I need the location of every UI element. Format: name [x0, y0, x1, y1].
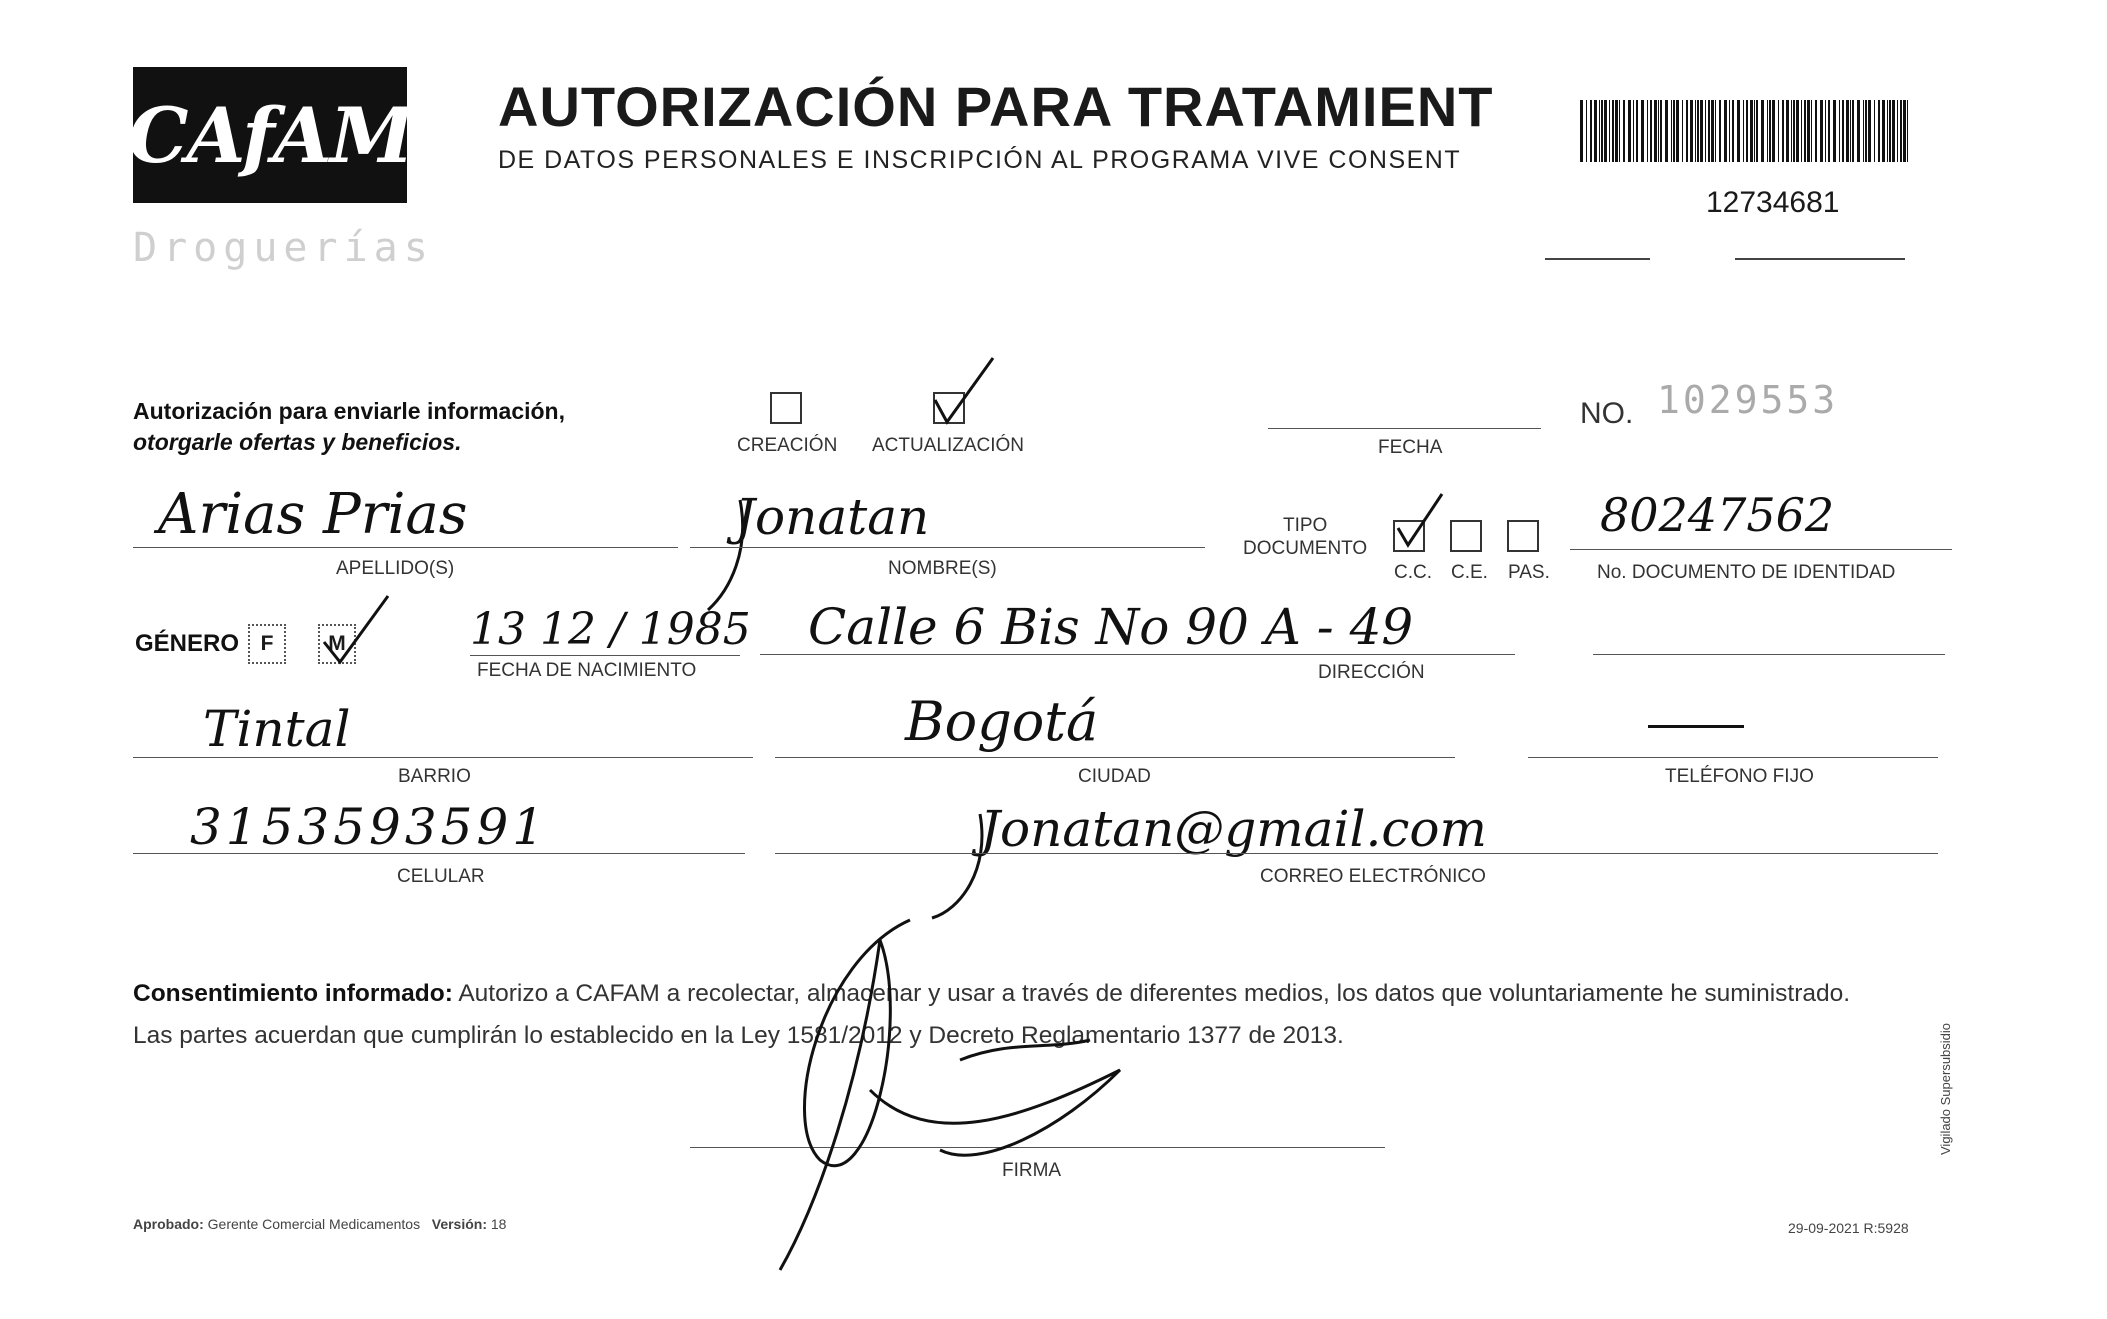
tipo-doc-label: TIPO — [1283, 515, 1328, 536]
direccion-line — [760, 654, 1515, 655]
footer-date-code: 29-09-2021 R:5928 — [1788, 1220, 1909, 1236]
barrio-label: BARRIO — [398, 766, 471, 787]
ciudad-value: Bogotá — [905, 690, 1099, 753]
header-line — [1735, 258, 1905, 260]
ce-checkbox[interactable] — [1450, 520, 1482, 552]
creacion-checkbox[interactable] — [770, 392, 802, 424]
header-line — [1545, 258, 1650, 260]
telefono-line — [1528, 757, 1938, 758]
form-subtitle: DE DATOS PERSONALES E INSCRIPCIÓN AL PROGRAMA VIVE CONSENT — [498, 146, 1462, 174]
cc-label: C.C. — [1394, 562, 1432, 583]
barrio-value: Tintal — [203, 700, 351, 758]
direccion-value: Calle 6 Bis No 90 A - 49 — [808, 598, 1414, 656]
nombres-label: NOMBRE(S) — [888, 558, 997, 579]
vertical-footer-text: Vigilado Supersubsidio — [1938, 1022, 1953, 1155]
consent-heading: Consentimiento informado: — [133, 980, 453, 1007]
documento-value: 80247562 — [1600, 488, 1835, 542]
footer-approval — [133, 1216, 506, 1232]
nombres-line — [690, 547, 1205, 548]
check-mark-icon — [925, 350, 1005, 430]
nombres-value: Jonatan — [735, 488, 930, 546]
tipo-doc-label-2: DOCUMENTO — [1243, 538, 1368, 559]
pas-checkbox[interactable] — [1507, 520, 1539, 552]
drogerias-logo-text: Droguerías — [133, 225, 434, 271]
form-title: AUTORIZACIÓN PARA TRATAMIENT — [498, 75, 1494, 138]
version-label: Versión: — [431, 1216, 487, 1232]
documento-label: No. DOCUMENTO DE IDENTIDAD — [1597, 562, 1896, 583]
form-no-label: NO. — [1580, 397, 1634, 430]
apellidos-label: APELLIDO(S) — [336, 558, 455, 579]
firma-label: FIRMA — [1002, 1160, 1062, 1181]
cafam-logo: CAfAM — [133, 67, 407, 203]
genero-f-box[interactable]: F — [248, 624, 286, 664]
celular-value: 3153593591 — [190, 798, 549, 856]
correo-line — [775, 853, 1938, 854]
check-mark-icon — [1390, 490, 1450, 550]
barcode — [1580, 100, 1910, 162]
ce-label: C.E. — [1451, 562, 1488, 583]
signature — [760, 900, 1180, 1280]
creacion-label: CREACIÓN — [737, 435, 838, 456]
pas-label: PAS. — [1508, 562, 1550, 583]
aprobado-value: Gerente Comercial Medicamentos — [207, 1216, 421, 1232]
handwriting-stroke — [700, 490, 760, 620]
consent-text-2: Las partes acuerdan que cumplirán lo establecido en la Ley 1581/2012 y Decreto Reglamentario 1377 de 2013. — [133, 1022, 1344, 1049]
fecha-line — [1268, 428, 1541, 429]
nacimiento-label: FECHA DE NACIMIENTO — [477, 660, 697, 681]
direccion-line-2 — [1593, 654, 1945, 655]
genero-label: GÉNERO — [135, 630, 240, 657]
intro-line-1: Autorización para enviarle información, — [133, 398, 565, 424]
telefono-label: TELÉFONO FIJO — [1665, 766, 1814, 787]
ciudad-line — [775, 757, 1455, 758]
correo-value: Jonatan@gmail.com — [980, 800, 1487, 858]
actualizacion-label: ACTUALIZACIÓN — [872, 435, 1025, 456]
nacimiento-line — [470, 655, 740, 656]
apellidos-line — [133, 547, 678, 548]
apellidos-value: Arias Prias — [158, 482, 468, 547]
barcode-number: 12734681 — [1706, 186, 1840, 219]
intro-line-2: otorgarle ofertas y beneficios. — [133, 429, 462, 455]
ciudad-label: CIUDAD — [1078, 766, 1151, 787]
telefono-dash — [1648, 725, 1744, 728]
version-value: 18 — [490, 1216, 507, 1232]
barrio-line — [133, 757, 753, 758]
genero-m-box[interactable]: M — [318, 624, 356, 664]
celular-label: CELULAR — [397, 866, 485, 887]
celular-line — [133, 853, 745, 854]
fecha-label: FECHA — [1378, 437, 1443, 458]
direccion-label: DIRECCIÓN — [1318, 662, 1425, 683]
form-no-value: 1029553 — [1657, 378, 1839, 422]
documento-line — [1570, 549, 1952, 550]
consent-text-1: Autorizo a CAFAM a recolectar, almacenar y usar a través de diferentes medios, los datos que voluntariamente he suministrado. — [452, 980, 1851, 1007]
correo-label: CORREO ELECTRÓNICO — [1260, 866, 1486, 887]
nacimiento-value: 13 12 / 1985 — [470, 604, 751, 655]
check-mark-icon — [318, 590, 398, 670]
aprobado-label: Aprobado: — [133, 1216, 204, 1232]
